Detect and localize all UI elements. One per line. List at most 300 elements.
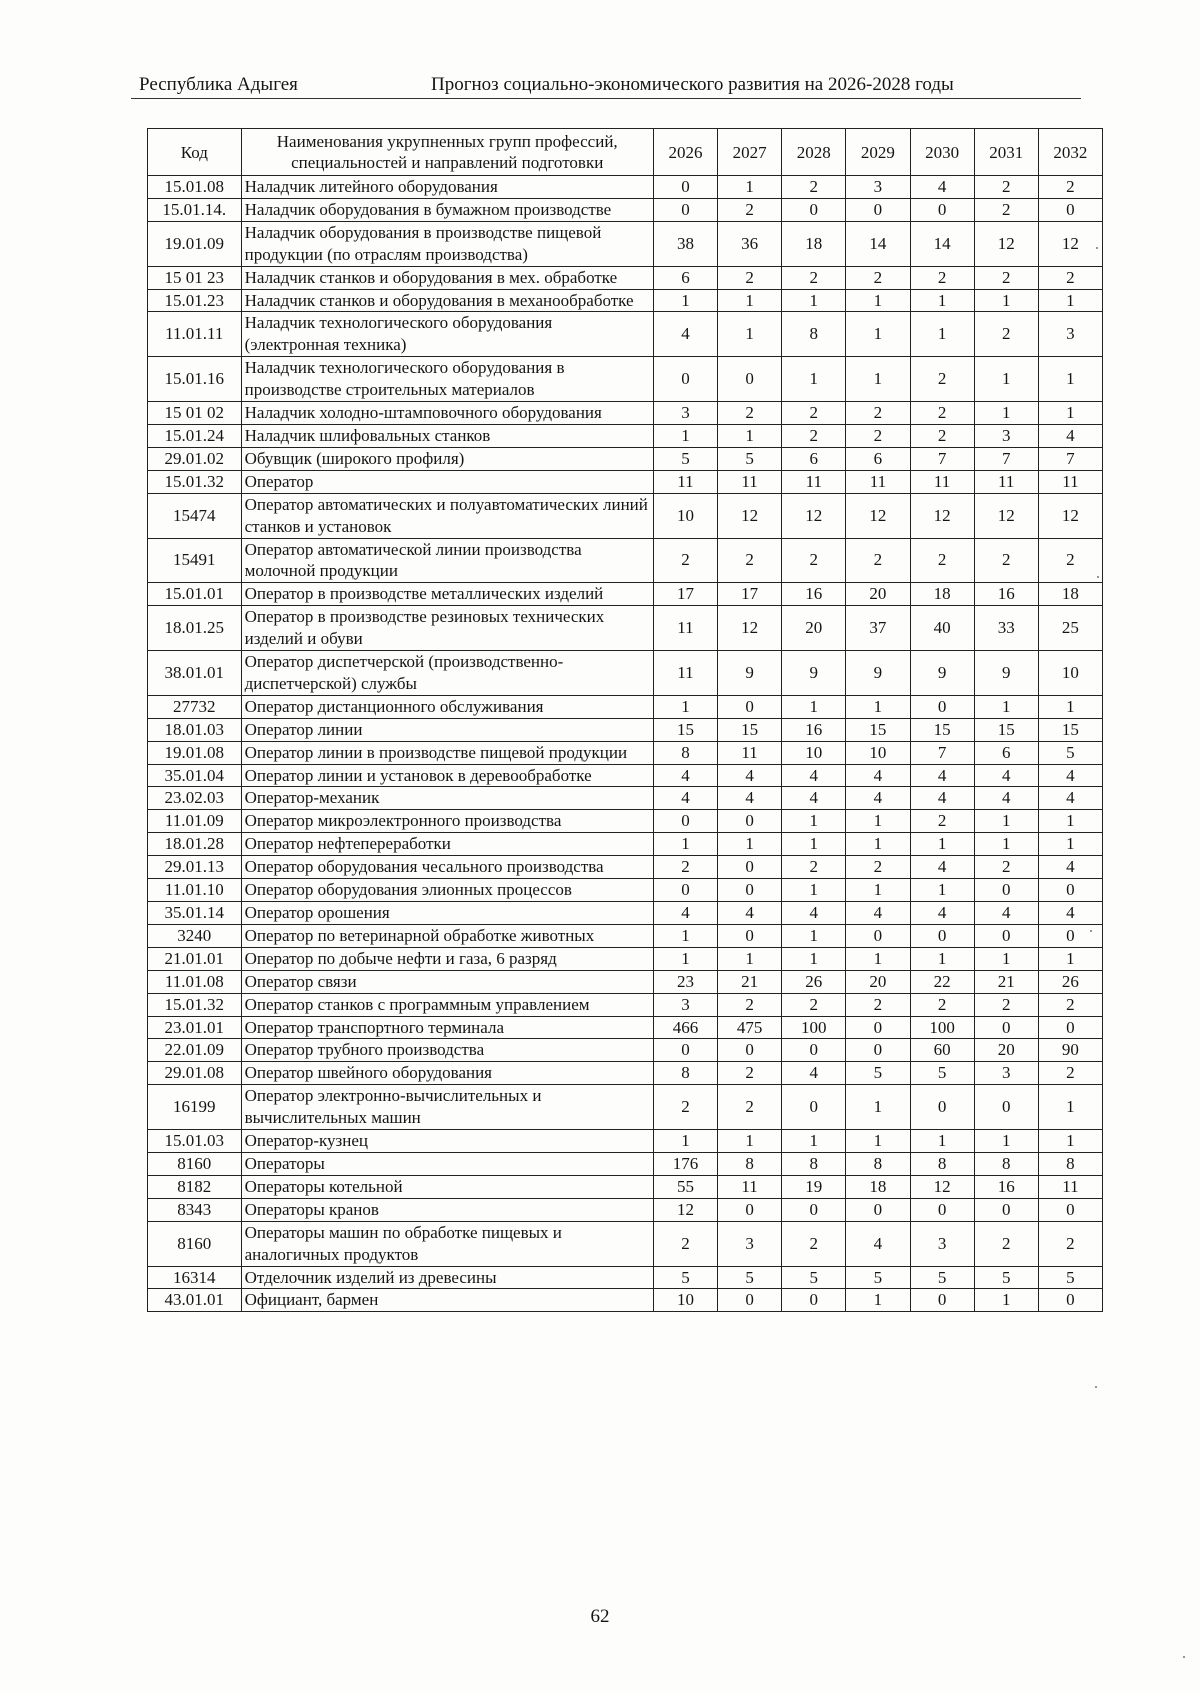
- cell-year-value: 1: [782, 289, 846, 312]
- cell-year-value: 11: [910, 470, 974, 493]
- cell-year-value: 2: [653, 1085, 717, 1130]
- table-row: [148, 695, 1103, 718]
- cell-code: 19.01.09: [148, 221, 242, 266]
- cell-year-value: 3: [846, 176, 910, 199]
- cell-year-value: 18: [782, 221, 846, 266]
- cell-profession-name: Наладчик литейного оборудования: [241, 176, 653, 199]
- cell-year-value: 12: [910, 493, 974, 538]
- cell-year-value: 4: [1038, 424, 1102, 447]
- cell-profession-name: Оператор оборудования элионных процессов: [241, 879, 653, 902]
- cell-year-value: 16: [974, 583, 1038, 606]
- table-row: [148, 312, 1103, 357]
- table-row: [148, 741, 1103, 764]
- cell-year-value: 10: [653, 493, 717, 538]
- cell-year-value: 1: [782, 1130, 846, 1153]
- table-row: [148, 1175, 1103, 1198]
- cell-year-value: 2: [974, 1221, 1038, 1266]
- cell-year-value: 2: [782, 993, 846, 1016]
- cell-year-value: 0: [718, 357, 782, 402]
- cell-profession-name: Оператор по добыче нефти и газа, 6 разряд: [241, 947, 653, 970]
- cell-year-value: 1: [846, 312, 910, 357]
- cell-year-value: 1: [1038, 833, 1102, 856]
- cell-year-value: 1: [782, 879, 846, 902]
- cell-year-value: 4: [846, 1221, 910, 1266]
- cell-profession-name: Оператор-кузнец: [241, 1130, 653, 1153]
- cell-year-value: 1: [974, 357, 1038, 402]
- cell-code: 18.01.25: [148, 606, 242, 651]
- cell-year-value: 0: [1038, 198, 1102, 221]
- cell-code: 18.01.28: [148, 833, 242, 856]
- cell-year-value: 12: [1038, 221, 1102, 266]
- cell-code: 35.01.04: [148, 764, 242, 787]
- cell-code: 15491: [148, 538, 242, 583]
- cell-code: 16199: [148, 1085, 242, 1130]
- table-row: [148, 947, 1103, 970]
- cell-profession-name: Наладчик шлифовальных станков: [241, 424, 653, 447]
- cell-profession-name: Операторы: [241, 1152, 653, 1175]
- cell-year-value: 2: [718, 1085, 782, 1130]
- cell-year-value: 1: [782, 810, 846, 833]
- cell-year-value: 12: [653, 1198, 717, 1221]
- cell-year-value: 5: [1038, 1266, 1102, 1289]
- cell-year-value: 14: [910, 221, 974, 266]
- cell-year-value: 0: [1038, 924, 1102, 947]
- cell-year-value: 8: [846, 1152, 910, 1175]
- cell-profession-name: Наладчик холодно-штамповочного оборудования: [241, 402, 653, 425]
- cell-year-value: 2: [974, 266, 1038, 289]
- cell-year-value: 1: [974, 1130, 1038, 1153]
- cell-year-value: 1: [910, 879, 974, 902]
- cell-year-value: 2: [718, 993, 782, 1016]
- cell-code: 29.01.13: [148, 856, 242, 879]
- cell-code: 3240: [148, 924, 242, 947]
- cell-year-value: 12: [910, 1175, 974, 1198]
- cell-profession-name: Наладчик технологического оборудования (электронная техника): [241, 312, 653, 357]
- table-row: [148, 764, 1103, 787]
- cell-year-value: 0: [1038, 1016, 1102, 1039]
- professions-forecast-table: [147, 128, 1103, 1312]
- cell-year-value: 15: [718, 718, 782, 741]
- cell-year-value: 15: [910, 718, 974, 741]
- column-header-2031: 2031: [974, 129, 1038, 176]
- cell-year-value: 1: [846, 879, 910, 902]
- cell-year-value: 2: [1038, 176, 1102, 199]
- cell-year-value: 4: [910, 787, 974, 810]
- cell-code: 8182: [148, 1175, 242, 1198]
- table-row: [148, 1016, 1103, 1039]
- cell-year-value: 4: [718, 787, 782, 810]
- scan-speck: [1095, 1386, 1097, 1388]
- table-row: [148, 198, 1103, 221]
- cell-year-value: 7: [910, 447, 974, 470]
- cell-year-value: 1: [718, 1130, 782, 1153]
- cell-year-value: 12: [846, 493, 910, 538]
- table-row: [148, 447, 1103, 470]
- cell-year-value: 2: [718, 266, 782, 289]
- column-header-name: Наименования укрупненных групп профессий, специальностей и направлений подготовки: [241, 129, 653, 176]
- cell-code: 18.01.03: [148, 718, 242, 741]
- table-row: [148, 470, 1103, 493]
- cell-year-value: 16: [782, 583, 846, 606]
- cell-year-value: 2: [653, 856, 717, 879]
- cell-year-value: 4: [910, 764, 974, 787]
- cell-year-value: 0: [846, 198, 910, 221]
- table-row: [148, 718, 1103, 741]
- cell-year-value: 12: [718, 606, 782, 651]
- cell-year-value: 11: [1038, 1175, 1102, 1198]
- cell-code: 8160: [148, 1221, 242, 1266]
- cell-year-value: 10: [846, 741, 910, 764]
- cell-year-value: 5: [718, 447, 782, 470]
- table-row: [148, 493, 1103, 538]
- cell-code: 15.01.32: [148, 470, 242, 493]
- cell-year-value: 2: [846, 538, 910, 583]
- column-header-code: Код: [148, 129, 242, 176]
- cell-year-value: 16: [974, 1175, 1038, 1198]
- cell-year-value: 1: [718, 289, 782, 312]
- cell-year-value: 5: [782, 1266, 846, 1289]
- cell-year-value: 0: [718, 695, 782, 718]
- cell-year-value: 21: [718, 970, 782, 993]
- cell-profession-name: Оператор: [241, 470, 653, 493]
- cell-year-value: 1: [910, 312, 974, 357]
- cell-profession-name: Наладчик станков и оборудования в мех. обработке: [241, 266, 653, 289]
- cell-year-value: 2: [974, 538, 1038, 583]
- column-header-2026: 2026: [653, 129, 717, 176]
- cell-year-value: 2: [718, 538, 782, 583]
- table-row: [148, 538, 1103, 583]
- cell-year-value: 5: [974, 1266, 1038, 1289]
- cell-year-value: 2: [718, 1062, 782, 1085]
- cell-year-value: 4: [782, 1062, 846, 1085]
- cell-code: 11.01.10: [148, 879, 242, 902]
- table-row: [148, 970, 1103, 993]
- cell-code: 15 01 23: [148, 266, 242, 289]
- cell-year-value: 1: [653, 289, 717, 312]
- cell-year-value: 0: [782, 1198, 846, 1221]
- cell-year-value: 0: [718, 810, 782, 833]
- cell-year-value: 1: [782, 695, 846, 718]
- table-row: [148, 902, 1103, 925]
- cell-year-value: 1: [653, 695, 717, 718]
- cell-year-value: 2: [1038, 1062, 1102, 1085]
- cell-year-value: 0: [718, 1289, 782, 1312]
- table-row: [148, 856, 1103, 879]
- cell-profession-name: Оператор оборудования чесального производства: [241, 856, 653, 879]
- cell-year-value: 0: [974, 879, 1038, 902]
- cell-profession-name: Оператор в производстве металлических изделий: [241, 583, 653, 606]
- table-row: [148, 1085, 1103, 1130]
- cell-year-value: 11: [718, 741, 782, 764]
- cell-year-value: 55: [653, 1175, 717, 1198]
- cell-year-value: 12: [782, 493, 846, 538]
- cell-code: 19.01.08: [148, 741, 242, 764]
- page-header: [131, 74, 1081, 99]
- cell-profession-name: Оператор по ветеринарной обработке животных: [241, 924, 653, 947]
- cell-year-value: 5: [1038, 741, 1102, 764]
- cell-profession-name: Оператор орошения: [241, 902, 653, 925]
- cell-year-value: 15: [974, 718, 1038, 741]
- cell-code: 11.01.08: [148, 970, 242, 993]
- cell-year-value: 1: [974, 833, 1038, 856]
- scan-speck: [1097, 576, 1099, 578]
- cell-year-value: 12: [1038, 493, 1102, 538]
- cell-year-value: 1: [846, 1085, 910, 1130]
- cell-year-value: 1: [846, 947, 910, 970]
- cell-year-value: 8: [910, 1152, 974, 1175]
- cell-year-value: 11: [653, 470, 717, 493]
- cell-year-value: 6: [782, 447, 846, 470]
- cell-year-value: 0: [718, 1039, 782, 1062]
- cell-year-value: 1: [846, 289, 910, 312]
- scan-speck: [1183, 1656, 1185, 1658]
- cell-year-value: 14: [846, 221, 910, 266]
- cell-year-value: 38: [653, 221, 717, 266]
- cell-year-value: 1: [1038, 695, 1102, 718]
- cell-year-value: 2: [846, 266, 910, 289]
- cell-year-value: 0: [653, 176, 717, 199]
- cell-year-value: 4: [653, 312, 717, 357]
- cell-year-value: 0: [846, 1198, 910, 1221]
- cell-year-value: 90: [1038, 1039, 1102, 1062]
- cell-profession-name: Оператор транспортного терминала: [241, 1016, 653, 1039]
- cell-code: 29.01.08: [148, 1062, 242, 1085]
- cell-year-value: 2: [846, 856, 910, 879]
- cell-code: 15.01.03: [148, 1130, 242, 1153]
- cell-year-value: 22: [910, 970, 974, 993]
- cell-profession-name: Оператор-механик: [241, 787, 653, 810]
- cell-year-value: 1: [846, 1130, 910, 1153]
- table-row: [148, 357, 1103, 402]
- cell-year-value: 9: [974, 651, 1038, 696]
- cell-year-value: 4: [718, 902, 782, 925]
- cell-year-value: 5: [846, 1266, 910, 1289]
- table-row: [148, 176, 1103, 199]
- cell-year-value: 2: [1038, 993, 1102, 1016]
- column-header-2027: 2027: [718, 129, 782, 176]
- cell-year-value: 9: [910, 651, 974, 696]
- cell-year-value: 0: [718, 879, 782, 902]
- cell-code: 35.01.14: [148, 902, 242, 925]
- cell-code: 23.01.01: [148, 1016, 242, 1039]
- cell-year-value: 4: [653, 764, 717, 787]
- table-row: [148, 651, 1103, 696]
- cell-year-value: 2: [974, 993, 1038, 1016]
- cell-profession-name: Операторы машин по обработке пищевых и аналогичных продуктов: [241, 1221, 653, 1266]
- cell-year-value: 15: [653, 718, 717, 741]
- table-row: [148, 833, 1103, 856]
- cell-year-value: 4: [1038, 764, 1102, 787]
- cell-year-value: 1: [1038, 289, 1102, 312]
- cell-year-value: 1: [782, 357, 846, 402]
- cell-year-value: 1: [1038, 357, 1102, 402]
- cell-code: 22.01.09: [148, 1039, 242, 1062]
- cell-year-value: 2: [910, 357, 974, 402]
- cell-year-value: 176: [653, 1152, 717, 1175]
- cell-year-value: 1: [782, 833, 846, 856]
- cell-year-value: 2: [910, 810, 974, 833]
- cell-year-value: 0: [1038, 879, 1102, 902]
- cell-year-value: 7: [1038, 447, 1102, 470]
- cell-year-value: 4: [974, 902, 1038, 925]
- cell-year-value: 3: [718, 1221, 782, 1266]
- cell-year-value: 1: [718, 176, 782, 199]
- cell-year-value: 1: [1038, 947, 1102, 970]
- cell-profession-name: Оператор микроэлектронного производства: [241, 810, 653, 833]
- cell-profession-name: Отделочник изделий из древесины: [241, 1266, 653, 1289]
- cell-year-value: 26: [782, 970, 846, 993]
- cell-year-value: 1: [653, 947, 717, 970]
- cell-year-value: 5: [910, 1062, 974, 1085]
- table-row: [148, 1130, 1103, 1153]
- table-row: [148, 424, 1103, 447]
- cell-year-value: 1: [846, 695, 910, 718]
- table-row: [148, 266, 1103, 289]
- cell-year-value: 0: [718, 856, 782, 879]
- cell-year-value: 1: [974, 947, 1038, 970]
- cell-year-value: 5: [653, 1266, 717, 1289]
- cell-year-value: 2: [718, 402, 782, 425]
- cell-year-value: 4: [782, 787, 846, 810]
- cell-year-value: 8: [782, 1152, 846, 1175]
- cell-profession-name: Оператор автоматических и полуавтоматических линий станков и установок: [241, 493, 653, 538]
- cell-code: 21.01.01: [148, 947, 242, 970]
- column-header-2028: 2028: [782, 129, 846, 176]
- table-row: [148, 1062, 1103, 1085]
- cell-code: 15.01.16: [148, 357, 242, 402]
- cell-profession-name: Наладчик станков и оборудования в механообработке: [241, 289, 653, 312]
- scan-speck: [1096, 247, 1098, 249]
- cell-year-value: 1: [910, 1130, 974, 1153]
- cell-year-value: 1: [974, 1289, 1038, 1312]
- cell-year-value: 37: [846, 606, 910, 651]
- cell-year-value: 2: [974, 176, 1038, 199]
- cell-year-value: 9: [718, 651, 782, 696]
- column-header-2029: 2029: [846, 129, 910, 176]
- cell-year-value: 2: [974, 856, 1038, 879]
- cell-year-value: 1: [782, 924, 846, 947]
- cell-year-value: 0: [910, 1289, 974, 1312]
- cell-year-value: 4: [653, 787, 717, 810]
- cell-year-value: 1: [910, 947, 974, 970]
- cell-year-value: 0: [1038, 1289, 1102, 1312]
- table-row: [148, 1039, 1103, 1062]
- cell-year-value: 33: [974, 606, 1038, 651]
- cell-year-value: 12: [974, 493, 1038, 538]
- cell-year-value: 5: [910, 1266, 974, 1289]
- cell-year-value: 2: [782, 266, 846, 289]
- cell-year-value: 0: [1038, 1198, 1102, 1221]
- cell-year-value: 4: [910, 176, 974, 199]
- cell-year-value: 2: [846, 424, 910, 447]
- cell-year-value: 4: [1038, 902, 1102, 925]
- cell-year-value: 8: [718, 1152, 782, 1175]
- table-row: [148, 879, 1103, 902]
- cell-code: 15.01.01: [148, 583, 242, 606]
- cell-year-value: 4: [846, 902, 910, 925]
- cell-year-value: 4: [974, 764, 1038, 787]
- cell-year-value: 0: [846, 924, 910, 947]
- cell-year-value: 4: [1038, 856, 1102, 879]
- cell-year-value: 21: [974, 970, 1038, 993]
- cell-code: 15.01.08: [148, 176, 242, 199]
- cell-code: 15.01.23: [148, 289, 242, 312]
- cell-year-value: 11: [718, 470, 782, 493]
- cell-year-value: 4: [846, 787, 910, 810]
- cell-profession-name: Обувщик (широкого профиля): [241, 447, 653, 470]
- cell-year-value: 11: [846, 470, 910, 493]
- cell-year-value: 40: [910, 606, 974, 651]
- cell-profession-name: Оператор линии и установок в деревообработке: [241, 764, 653, 787]
- cell-year-value: 25: [1038, 606, 1102, 651]
- cell-year-value: 19: [782, 1175, 846, 1198]
- table-row: [148, 1289, 1103, 1312]
- cell-profession-name: Оператор дистанционного обслуживания: [241, 695, 653, 718]
- table-row: [148, 993, 1103, 1016]
- cell-profession-name: Оператор трубного производства: [241, 1039, 653, 1062]
- cell-year-value: 2: [782, 402, 846, 425]
- cell-year-value: 11: [653, 606, 717, 651]
- cell-code: 15.01.14.: [148, 198, 242, 221]
- cell-year-value: 4: [910, 902, 974, 925]
- cell-year-value: 20: [782, 606, 846, 651]
- cell-year-value: 2: [1038, 266, 1102, 289]
- table-row: [148, 787, 1103, 810]
- cell-year-value: 0: [782, 1039, 846, 1062]
- cell-year-value: 23: [653, 970, 717, 993]
- cell-year-value: 1: [1038, 810, 1102, 833]
- cell-year-value: 2: [910, 424, 974, 447]
- cell-year-value: 18: [1038, 583, 1102, 606]
- cell-year-value: 7: [974, 447, 1038, 470]
- cell-year-value: 2: [782, 176, 846, 199]
- cell-year-value: 3: [653, 993, 717, 1016]
- cell-year-value: 8: [653, 1062, 717, 1085]
- cell-profession-name: Оператор линии в производстве пищевой продукции: [241, 741, 653, 764]
- table-row: [148, 606, 1103, 651]
- table-row: [148, 289, 1103, 312]
- cell-year-value: 0: [782, 1289, 846, 1312]
- cell-year-value: 9: [782, 651, 846, 696]
- cell-year-value: 1: [653, 424, 717, 447]
- cell-year-value: 11: [974, 470, 1038, 493]
- cell-code: 38.01.01: [148, 651, 242, 696]
- table-header-row: [148, 129, 1103, 176]
- cell-year-value: 1: [846, 810, 910, 833]
- cell-code: 15.01.24: [148, 424, 242, 447]
- cell-profession-name: Оператор связи: [241, 970, 653, 993]
- cell-year-value: 0: [910, 695, 974, 718]
- cell-year-value: 2: [974, 198, 1038, 221]
- cell-year-value: 1: [974, 695, 1038, 718]
- cell-year-value: 5: [718, 1266, 782, 1289]
- cell-year-value: 16: [782, 718, 846, 741]
- cell-year-value: 10: [1038, 651, 1102, 696]
- cell-year-value: 100: [782, 1016, 846, 1039]
- cell-year-value: 60: [910, 1039, 974, 1062]
- cell-year-value: 0: [910, 924, 974, 947]
- cell-year-value: 0: [974, 1016, 1038, 1039]
- cell-year-value: 1: [718, 312, 782, 357]
- cell-year-value: 4: [1038, 787, 1102, 810]
- cell-year-value: 1: [782, 947, 846, 970]
- cell-year-value: 0: [653, 1039, 717, 1062]
- cell-year-value: 1: [1038, 402, 1102, 425]
- cell-year-value: 4: [782, 764, 846, 787]
- cell-year-value: 20: [846, 583, 910, 606]
- cell-year-value: 1: [910, 833, 974, 856]
- cell-year-value: 1: [846, 833, 910, 856]
